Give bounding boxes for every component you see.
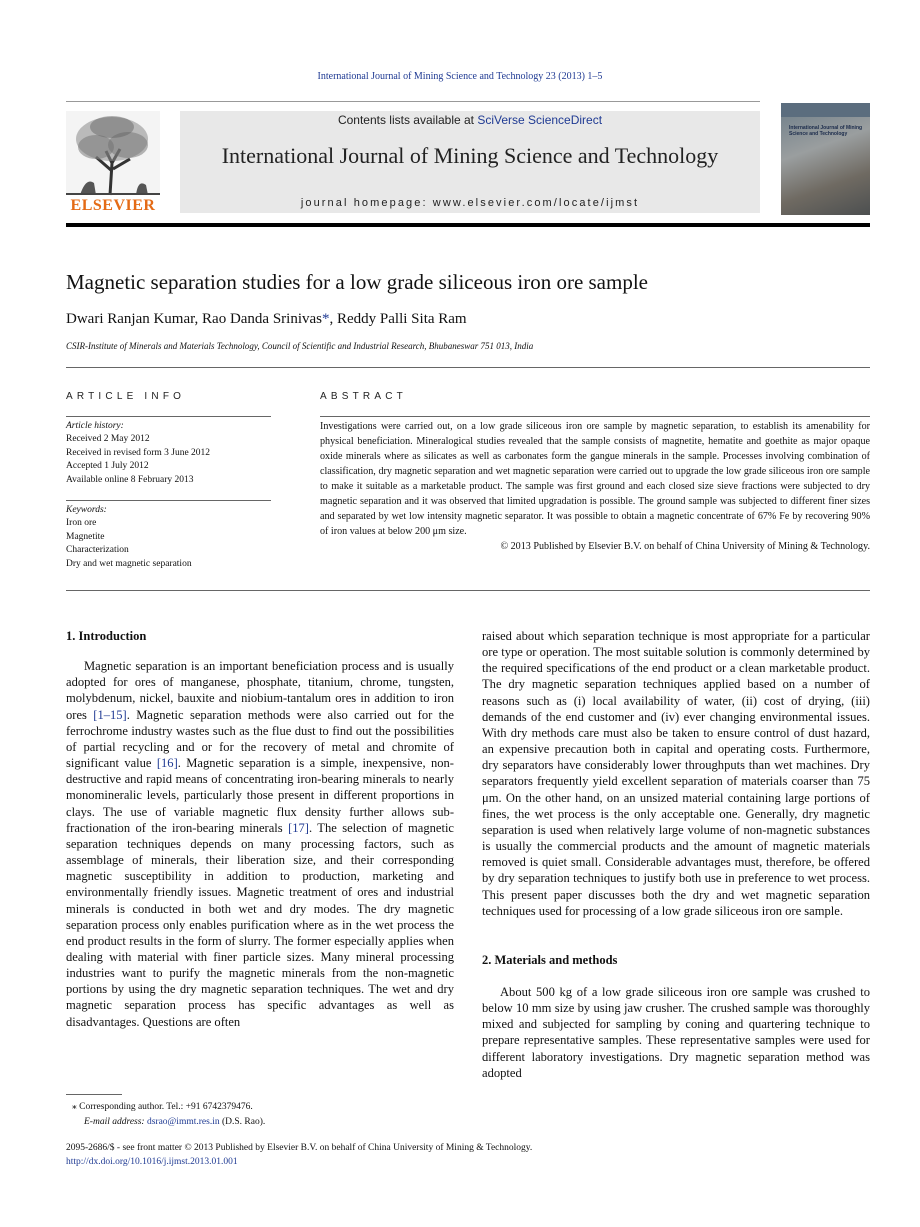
journal-homepage[interactable]: journal homepage: www.elsevier.com/locate/ijmst: [300, 197, 640, 209]
keywords-rule: [66, 500, 271, 501]
intro-text-b: . Magnetic separation methods were also carried out for the ferrochrome industry wastes such as the flue dust to find out the possibilities of partial recycling and or for the recovery of metal and chromite of significant value: [66, 707, 455, 771]
history-item: Received in revised form 3 June 2012: [66, 447, 211, 458]
elsevier-wordmark: ELSEVIER: [70, 197, 156, 214]
corresponding-star-link[interactable]: *: [322, 311, 330, 327]
methods-paragraph: About 500 kg of a low grade siliceous iron ore sample was crushed to below 10 mm size by using jaw crusher. The crushed sample was thoroughly mixed and subjected for sampling by coning and quartering technique to prepare representative samples. These representative samples were used for different laboratory investigations. Dry magnetic separation method was adopted: [482, 984, 870, 1080]
footnote-corresponding: Corresponding author. Tel.: +91 6742379476.: [76, 1102, 253, 1112]
cover-title: International Journal of Mining Science and Technology: [789, 125, 863, 137]
footnote-star: ⁎: [72, 1102, 77, 1112]
footnote-email-line: [66, 1115, 454, 1130]
authors-first: Dwari Ranjan Kumar, Rao Danda Srinivas: [66, 311, 323, 327]
reference-link[interactable]: [1–15]: [93, 707, 127, 722]
section-1-heading: 1. Introduction: [66, 629, 147, 643]
abstract-body: [320, 419, 870, 554]
keyword-item: Dry and wet magnetic separation: [66, 558, 192, 569]
abstract-heading: ABSTRACT: [320, 391, 407, 402]
journal-name: International Journal of Mining Science and Technology: [221, 143, 719, 168]
cover-band: [781, 103, 870, 117]
journal-cover-image[interactable]: [781, 103, 870, 215]
issn-line: 2095-2686/$ - see front matter © 2013 Published by Elsevier B.V. on behalf of China University of Mining & Technology.: [66, 1143, 533, 1153]
history-item: Received 2 May 2012: [66, 434, 150, 445]
keyword-item: Magnetite: [66, 531, 105, 542]
authors-last: , Reddy Palli Sita Ram: [329, 311, 467, 327]
abstract-text: Investigations were carried out, on a low grade siliceous iron ore sample by magnetic separation, to establish its amenability for physical beneficiation. Mineralogical studies revealed that the sample consists of magnetite, hematite and goethite as major opaque oxide minerals where as silicates as well as carbonates form the gangue minerals in the sample. Processes involving combination of classification, dry magnetic separation and wet magnetic separation were carried out to upgrade the low grade siliceous iron ore sample to make it suitable as a marketable product. The sample was first ground and each closed size sieve fractions were subjected to dry magnetic separation and it was observed that limited upgradation is possible. The ground sample was subjected to different finer sizes and separated by wet low intensity magnetic separator. It was possible to obtain a magnetic concentrate of 67% Fe by recovering 90% of iron values at below 200 μm size.: [320, 421, 870, 538]
sciencedirect-link[interactable]: SciVerse ScienceDirect: [477, 113, 603, 127]
email-label: E-mail address:: [84, 1116, 147, 1127]
keywords-label: Keywords:: [66, 505, 107, 515]
history-item: Available online 8 February 2013: [66, 474, 194, 485]
email-link[interactable]: dsrao@immt.res.in: [146, 1116, 220, 1127]
masthead-bottom-rule: [66, 223, 870, 227]
masthead-top-rule: [66, 101, 760, 102]
intro-text-c: . Magnetic separation is a simple, inexpensive, non-destructive and rapid means of concentrating iron-bearing minerals to nearly monomineralic levels, particularly those present in different proportions in clays. The use of variable magnetic flux density further allows sub-fractionation of the iron-bearing minerals: [66, 756, 454, 835]
masthead-panel: [180, 111, 760, 213]
keyword-item: Iron ore: [66, 518, 97, 529]
history-label: Article history:: [66, 421, 124, 431]
title-divider: [66, 367, 870, 368]
intro-text-d: . The selection of magnetic separation techniques depends on many processing factors, such as assemblage of minerals, their liberation size, and their corresponding magnetic susceptibility in addition to production, marketing and environmentally friendly issues. Magnetic treatment of ores and industrial minerals is conducted in both wet and dry modes. The dry magnetic separation process only enables purification where as in the wet process the end product results in the form of slurry. The former especially applies when dealing with material with finer particle sizes. Many mineral processing industries want to purify the magnetic minerals from the non-magnetic portions by using the dry magnetic separation techniques. The wet and dry magnetic separation process has specific advantages as well as disadvantages. Questions are often: [66, 820, 455, 1029]
reference-link[interactable]: [16]: [156, 756, 178, 771]
left-column: [66, 628, 454, 1030]
email-suffix: (D.S. Rao).: [219, 1116, 266, 1127]
abstract-divider: [66, 590, 870, 591]
article-title: Magnetic separation studies for a low grade siliceous iron ore sample: [66, 270, 648, 294]
contents-line: [180, 113, 760, 127]
footnote-rule: [66, 1094, 122, 1095]
contents-prefix: Contents lists available at: [337, 113, 478, 127]
journal-citation[interactable]: International Journal of Mining Science and Technology 23 (2013) 1–5: [317, 71, 603, 82]
article-history: [66, 420, 276, 487]
keyword-item: Characterization: [66, 545, 129, 556]
footnote-line: [66, 1100, 454, 1115]
abstract-rule: [320, 416, 870, 417]
history-item: Accepted 1 July 2012: [66, 461, 149, 472]
right-column: [482, 628, 870, 1081]
page-footer: [66, 1141, 870, 1169]
reference-link[interactable]: [17]: [288, 820, 309, 835]
abstract-copyright: © 2013 Published by Elsevier B.V. on behalf of China University of Mining & Technology.: [500, 541, 870, 553]
keywords-block: [66, 504, 276, 571]
article-info-rule: [66, 416, 271, 417]
article-info-heading: ARTICLE INFO: [66, 391, 186, 402]
doi-link[interactable]: http://dx.doi.org/10.1016/j.ijmst.2013.01.001: [66, 1157, 238, 1167]
intro-paragraph: [66, 658, 454, 1030]
corresponding-author-footnote: [66, 1100, 454, 1129]
author-list: [66, 311, 467, 328]
intro-text-a: Magnetic separation is an important beneficiation process and is usually adopted for ores of manganese, phosphate, titanium, chrome, tungsten, molybdenum, nickel, bauxite and niobium-tantalum ores in addition to iron ores: [66, 659, 454, 722]
section-2-heading: 2. Materials and methods: [482, 952, 618, 967]
affiliation: CSIR-Institute of Minerals and Materials Technology, Council of Scientific and Industrial Research, Bhubaneswar 751 013, India: [66, 341, 534, 351]
intro-continuation: raised about which separation technique is most appropriate for a particular ore type or operation. The most suitable solution is commonly determined by the required specifications of the end product or a clean marketable product. The dry magnetic separation techniques applied based on a number of reasons such as (i) local availability of water, (ii) cost of drying, (iii) demands of the end customer and (iv) ever changing environmental issues. With dry methods care must also be taken to ensure control of dust hazard, an expensive precaution both in capital and operating costs. Furthermore, dry separators have considerably lower throughputs than wet machines. Dry separators frequently yield excellent separation of materials coarser than 75 μm. On the other hand, on an unsized material containing large portions of fines, the wet process is the only acceptable one. Generally, dry magnetic separation is used when relatively large volume of non-magnetic substances is usually the commercial products and the amount of magnetic materials removed is quiet small. Considerable advantages must, therefore, be offered by dry separation techniques to justify both use in preference to wet process. This present paper discusses both the dry and wet magnetic separation techniques used for processing of a low grade siliceous iron ore sample.: [482, 629, 870, 918]
journal-masthead: [66, 101, 870, 227]
